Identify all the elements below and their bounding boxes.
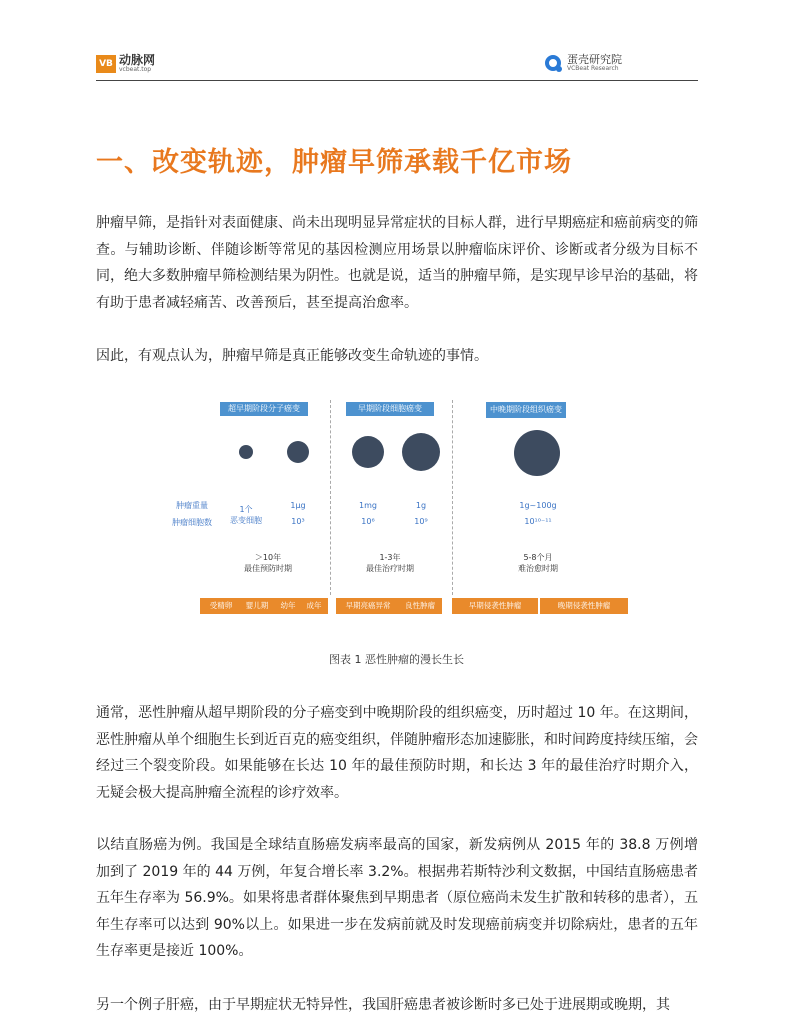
cell-count: 10³ (291, 517, 305, 526)
research-logo (545, 54, 622, 72)
stage-label-ultra-early: 超早期阶段分子癌变 (220, 402, 308, 416)
weight-value: 1个 恶变细胞 (230, 505, 262, 525)
section-title: 一、改变轨迹，肿瘤早筛承载千亿市场 (96, 147, 572, 178)
stage-divider (452, 400, 453, 595)
research-name: 蛋壳研究院 (567, 53, 622, 66)
stage-label-late: 中晚期阶段组织癌变 (486, 402, 566, 418)
research-sub: VCBeat Research (567, 65, 619, 72)
vcbeat-logo (96, 54, 155, 73)
timeline-item: 幼年 (280, 601, 296, 610)
timeline-item: 晚期侵袭性肿瘤 (557, 601, 611, 610)
weight-value: 1g~100g (519, 501, 557, 510)
period-label: 5-8个月 难治愈时期 (518, 553, 558, 573)
paragraph-3: 通常，恶性肿瘤从超早期阶段的分子癌变到中晚期阶段的组织癌变，历时超过 10 年。在这期间，恶性肿瘤从单个细胞生长到近百克的癌变组织，伴随肿瘤形态加速膨胀，和时间跨度持续压缩，会经过三个裂变阶段。如果能够在长达 10 年的最佳预防时期，和长达 3 年的最佳治疗时期介入，无疑会极大提高肿瘤全流程的诊疗效率。 (96, 705, 698, 801)
timeline-item: 成年 (306, 601, 322, 610)
page-header (96, 50, 698, 81)
stage-divider (330, 400, 331, 595)
weight-value: 1μg (290, 501, 306, 510)
tumor-dot (514, 430, 560, 476)
timeline-item: 早期亮癌异常 (345, 601, 391, 610)
figure-caption: 图表 1 恶性肿瘤的漫长生长 (329, 653, 464, 666)
period-label: ＞10年 最佳预防时期 (244, 553, 292, 573)
stage-label-early: 早期阶段细胞癌变 (346, 402, 434, 416)
cell-count: 10⁶ (361, 517, 375, 526)
paragraph-1: 肿瘤早筛，是指针对表面健康、尚未出现明显异常症状的目标人群，进行早期癌症和癌前病变的筛查。与辅助诊断、伴随诊断等常见的基因检测应用场景以肿瘤临床评价、诊断或者分级为目标不同，绝大多数肿瘤早筛检测结果为阴性。也就是说，适当的肿瘤早筛，是实现早诊早治的基础，将有助于患者减轻痛苦、改善预后，甚至提高治愈率。 (96, 215, 698, 311)
row-label-cells: 肿瘤细胞数 (172, 518, 212, 527)
tumor-dot (239, 445, 253, 459)
row-label-weight: 肿瘤重量 (176, 501, 208, 510)
tumor-growth-figure (172, 392, 630, 622)
paragraph-2: 因此，有观点认为，肿瘤早筛是真正能够改变生命轨迹的事情。 (96, 348, 488, 364)
paragraph-5: 另一个例子肝癌，由于早期症状无特异性，我国肝癌患者被诊断时多已处于进展期或晚期，其 (96, 997, 670, 1013)
timeline-item: 受精卵 (209, 601, 233, 610)
paragraph-4: 以结直肠癌为例。我国是全球结直肠癌发病率最高的国家，新发病例从 2015 年的 38.8 万例增加到了 2019 年的 44 万例，年复合增长率 3.2%。根据弗若斯特沙利文数据，中国结直肠癌患者五年生存率为 56.9%。如果将患者群体聚焦到早期患者（原位癌尚未发生扩散和转移的患者），五年生存率可以达到 90%以上。如果进一步在发病前就及时发现癌前病变并切除病灶，患者的五年生存率更是接近 100%。 (96, 837, 698, 959)
cell-count: 10¹⁰⁻¹¹ (524, 517, 552, 526)
weight-value: 1mg (359, 501, 377, 510)
period-label: 1-3年 最佳治疗时期 (366, 553, 414, 573)
cell-count: 10⁹ (414, 517, 428, 526)
egg-shell-icon (545, 55, 561, 71)
tumor-dot (352, 436, 384, 468)
timeline-item: 早期侵袭性肿瘤 (468, 601, 522, 610)
logo-domain: vcbeat.top (119, 66, 152, 73)
logo-name: 动脉网 (119, 53, 156, 67)
timeline-item: 婴儿期 (245, 601, 269, 610)
timeline-item: 良性肿瘤 (405, 601, 435, 610)
weight-value: 1g (415, 501, 427, 510)
tumor-dot (402, 433, 440, 471)
tumor-dot (287, 441, 309, 463)
vb-logo-icon: VB (96, 55, 116, 73)
